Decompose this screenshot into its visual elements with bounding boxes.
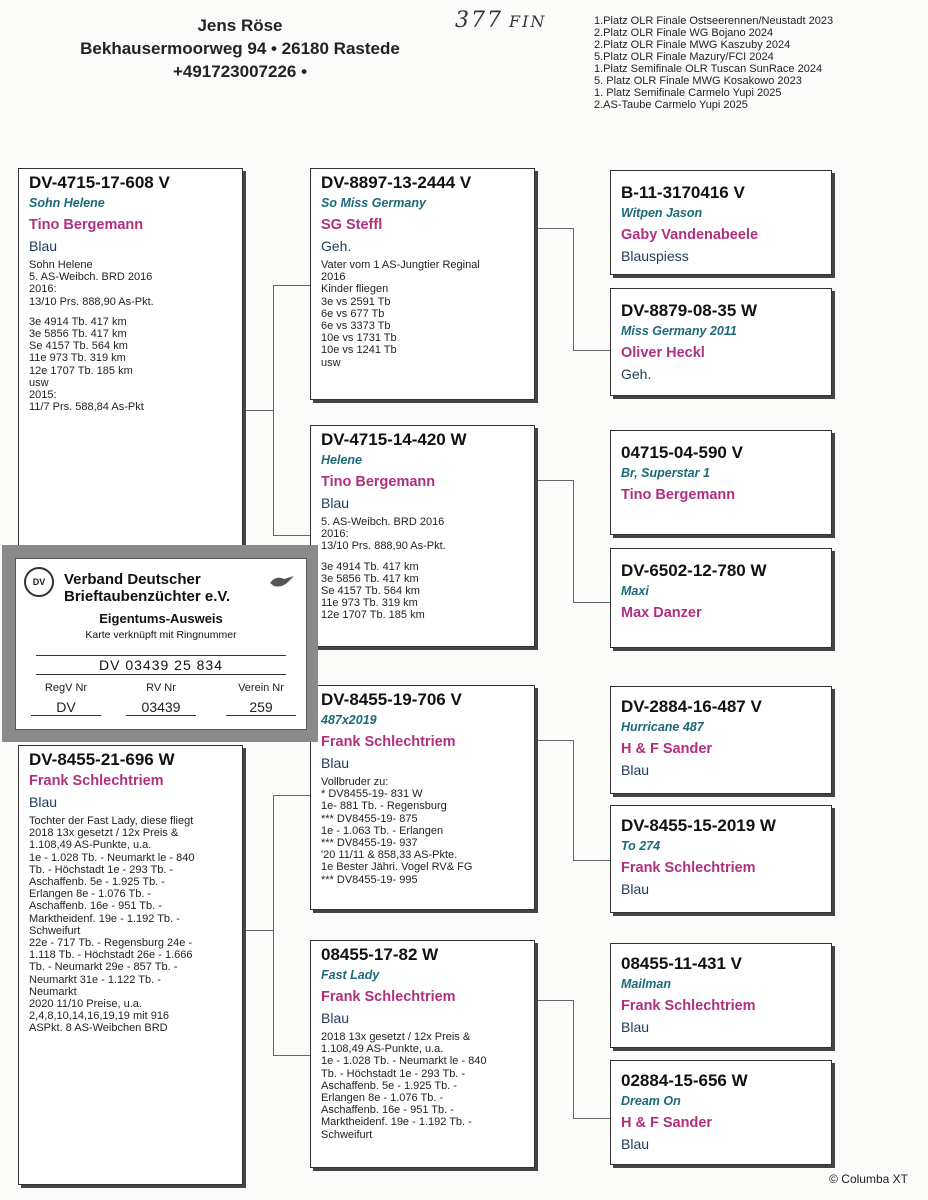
- connector-line: [535, 740, 573, 741]
- note-line: *** DV8455-19- 937: [321, 837, 418, 850]
- note-line: Tb. - Neumarkt 29e - 857 Tb. -: [29, 961, 178, 974]
- pigeon-name: Hurricane 487: [621, 720, 704, 734]
- note-line: Se 4157 Tb. 564 km: [29, 340, 128, 353]
- achievement-item: 1.Platz OLR Finale Ostseerennen/Neustadt 2023: [594, 15, 834, 27]
- pigeon-name: Dream On: [621, 1094, 681, 1108]
- ring-number: DV-8897-13-2444 V: [321, 173, 472, 192]
- connector-line: [273, 285, 274, 535]
- pigeon-name: Witpen Jason: [621, 206, 703, 220]
- achievement-item: 2.AS-Taube Carmelo Yupi 2025: [594, 99, 748, 111]
- breeder-name: Frank Schlechtriem: [621, 860, 756, 876]
- handwritten-note: [455, 8, 546, 33]
- connector-line: [573, 1000, 574, 1118]
- pigeon-card-sire-sire: [310, 168, 535, 400]
- pigeon-color: Blau: [321, 755, 350, 771]
- pigeon-color: Blau: [29, 238, 58, 254]
- performance-notes: [29, 815, 234, 1035]
- performance-notes: [29, 259, 234, 413]
- note-line: '20 11/11 & 858,33 AS-Pkte.: [321, 849, 458, 862]
- note-line: Marktheidenf. 19e - 1.192 Tb. -: [321, 1116, 472, 1129]
- vdt-logo-icon: DV: [24, 567, 54, 597]
- note-line: 2018 13x gesetzt / 12x Preis &: [321, 1031, 471, 1043]
- note-line: usw: [29, 376, 49, 389]
- pigeon-name: To 274: [621, 839, 661, 853]
- note-line: 2,4,8,10,14,16,19,19 mit 916: [29, 1010, 170, 1023]
- pigeon-name: 487x2019: [321, 713, 377, 727]
- note-line: 5. AS-Weibch. BRD 2016: [29, 271, 153, 284]
- note-line: Neumarkt: [29, 985, 77, 998]
- note-line: 1e - 1.063 Tb. - Erlangen: [321, 824, 444, 837]
- note-line: *** DV8455-19- 995: [321, 873, 418, 886]
- note-line: 12e 1707 Tb. 185 km: [321, 609, 425, 622]
- pigeon-name: Helene: [321, 453, 362, 467]
- note-line: 11e 973 Tb. 319 km: [29, 352, 126, 365]
- note-line: * DV8455-19- 831 W: [321, 788, 423, 801]
- achievement-item: 2.Platz OLR Finale WG Bojano 2024: [594, 27, 774, 39]
- note-line: 10e vs 1731 Tb: [321, 332, 397, 345]
- breeder-name: Frank Schlechtriem: [321, 989, 456, 1005]
- breeder-name: Tino Bergemann: [321, 474, 436, 490]
- organization-line: Verband Deutscher: [64, 571, 201, 588]
- note-line: 1e- 881 Tb. - Regensburg: [321, 800, 447, 813]
- note-line: 2015:: [29, 389, 57, 402]
- note-line: Sohn Helene: [29, 259, 93, 271]
- note-spacer: [321, 553, 526, 561]
- note-line: 12e 1707 Tb. 185 km: [29, 364, 133, 377]
- breeder-name: Frank Schlechtriem: [29, 773, 164, 789]
- ring-number: DV-4715-14-420 W: [321, 430, 467, 449]
- organization-line: Brieftaubenzüchter e.V.: [64, 588, 231, 605]
- note-line: 2016:: [321, 528, 349, 541]
- note-line: 11e 973 Tb. 319 km: [321, 597, 418, 610]
- id-ring-number: DV 03439 25 834: [36, 655, 286, 675]
- note-line: 3e 4914 Tb. 417 km: [321, 560, 419, 573]
- note-line: Kinder fliegen: [321, 283, 389, 296]
- owner-address: Bekhausermoorweg 94 • 26180 Rastede: [80, 39, 400, 58]
- breeder-name: SG Steffl: [321, 217, 383, 233]
- connector-line: [573, 1118, 610, 1119]
- pigeon-card-gg5: [610, 686, 832, 794]
- pigeon-card-sire: [18, 168, 243, 546]
- note-line: 6e vs 3373 Tb: [321, 320, 391, 333]
- note-line: Aschaffenb. 16e - 951 Tb. -: [321, 1104, 454, 1117]
- connector-line: [573, 480, 574, 602]
- note-line: Schweifurt: [29, 924, 81, 937]
- pigeon-card-gg6: [610, 805, 832, 913]
- connector-line: [273, 795, 274, 1055]
- handwritten-number: 377: [455, 8, 503, 33]
- note-line: 3e 5856 Tb. 417 km: [321, 572, 419, 585]
- note-line: 3e vs 2591 Tb: [321, 295, 391, 308]
- performance-notes: [321, 516, 526, 622]
- copyright-notice: © Columba XT: [829, 1172, 908, 1186]
- rv-value: 03439: [126, 699, 196, 716]
- pigeon-icon: [268, 573, 296, 589]
- connector-line: [243, 410, 273, 411]
- ring-number: 08455-17-82 W: [321, 945, 439, 964]
- note-line: Aschaffenb. 5e - 1.925 Tb. -: [321, 1079, 457, 1092]
- note-spacer: [29, 308, 234, 316]
- note-line: 1.108,49 AS-Punkte, u.a.: [321, 1043, 444, 1056]
- pigeon-card-gg7: [610, 943, 832, 1048]
- note-line: Aschaffenb. 16e - 951 Tb. -: [29, 900, 162, 913]
- connector-line: [573, 740, 574, 860]
- pigeon-name: Fast Lady: [321, 968, 380, 982]
- connector-line: [273, 535, 311, 536]
- regv-value: DV: [31, 699, 101, 716]
- note-line: 1e - 1.028 Tb. - Neumarkt le - 840: [321, 1055, 487, 1068]
- pigeon-card-dam-sire: [310, 685, 535, 910]
- note-line: Tb. - Höchstadt 1e - 293 Tb. -: [29, 863, 174, 876]
- note-line: Vater vom 1 AS-Jungtier Reginal: [321, 259, 480, 271]
- note-line: 2016:: [29, 283, 57, 296]
- ring-number: DV-6502-12-780 W: [621, 561, 767, 580]
- pigeon-card-dam-dam: [310, 940, 535, 1168]
- id-card-subtitle: Karte verknüpft mit Ringnummer: [85, 629, 237, 641]
- note-line: Tb. - Höchstadt 1e - 293 Tb. -: [321, 1067, 466, 1080]
- regv-label: RegV Nr: [44, 682, 88, 694]
- pigeon-name: Sohn Helene: [29, 196, 105, 210]
- breeder-name: Frank Schlechtriem: [621, 998, 756, 1014]
- ring-number: DV-8455-15-2019 W: [621, 816, 776, 835]
- note-line: 1e - 1.028 Tb. - Neumarkt le - 840: [29, 851, 195, 864]
- note-line: 1.118 Tb. - Höchstadt 26e - 1.666: [29, 949, 193, 962]
- pigeon-color: Blau: [321, 495, 350, 511]
- pigeon-color: Blauspiess: [621, 248, 689, 264]
- verein-value: 259: [226, 699, 296, 716]
- note-line: Marktheidenf. 19e - 1.192 Tb. -: [29, 912, 180, 925]
- connector-line: [535, 228, 573, 229]
- pigeon-color: Blau: [621, 1019, 650, 1035]
- pigeon-name: So Miss Germany: [321, 196, 426, 210]
- pigeon-color: Blau: [321, 1010, 350, 1026]
- note-line: Erlangen 8e - 1.076 Tb. -: [29, 888, 152, 901]
- pigeon-name: Mailman: [621, 977, 672, 991]
- owner-name: Jens Röse: [197, 16, 283, 35]
- note-line: 5. AS-Weibch. BRD 2016: [321, 516, 445, 528]
- owner-phone: +491723007226 •: [172, 62, 308, 81]
- note-line: 13/10 Prs. 888,90 As-Pkt.: [29, 295, 154, 308]
- ownership-id-card: [2, 545, 318, 742]
- note-line: Erlangen 8e - 1.076 Tb. -: [321, 1092, 444, 1105]
- ring-number: 04715-04-590 V: [621, 443, 743, 462]
- pigeon-color: Geh.: [621, 366, 652, 382]
- note-line: 2020 11/10 Preise, u.a.: [29, 998, 142, 1011]
- note-line: Se 4157 Tb. 564 km: [321, 585, 420, 598]
- note-line: 2016: [321, 271, 346, 284]
- connector-line: [243, 930, 273, 931]
- ring-number: 08455-11-431 V: [621, 954, 742, 973]
- breeder-name: Frank Schlechtriem: [321, 734, 456, 750]
- owner-header: [40, 14, 440, 83]
- connector-line: [573, 602, 610, 603]
- pigeon-card-gg1: [610, 170, 832, 275]
- performance-notes: [321, 1031, 526, 1141]
- connector-line: [273, 285, 311, 286]
- note-line: Aschaffenb. 5e - 1.925 Tb. -: [29, 876, 165, 889]
- achievement-item: 5.Platz OLR Finale Mazury/FCI 2024: [594, 51, 774, 63]
- pigeon-name: Br, Superstar 1: [621, 466, 710, 480]
- organization-name: [64, 571, 230, 605]
- rv-label: RV Nr: [146, 682, 176, 694]
- pigeon-color: Geh.: [321, 238, 352, 254]
- connector-line: [273, 795, 311, 796]
- note-line: 3e 5856 Tb. 417 km: [29, 328, 127, 341]
- connector-line: [573, 228, 574, 350]
- ring-number: DV-8879-08-35 W: [621, 301, 758, 320]
- pigeon-name: Miss Germany 2011: [621, 324, 737, 338]
- connector-line: [573, 860, 610, 861]
- performance-notes: [321, 259, 526, 369]
- note-line: 1e Bester Jähri. Vogel RV& FG: [321, 861, 473, 874]
- id-card-title: Eigentums-Ausweis: [99, 611, 223, 626]
- verein-label: Verein Nr: [238, 682, 284, 694]
- performance-notes: [321, 776, 526, 886]
- note-line: 22e - 717 Tb. - Regensburg 24e -: [29, 937, 193, 950]
- connector-line: [535, 480, 573, 481]
- achievements-list: [594, 15, 894, 111]
- breeder-name: H & F Sander: [621, 741, 713, 757]
- pigeon-color: Blau: [29, 794, 58, 810]
- breeder-name: H & F Sander: [621, 1115, 713, 1131]
- note-line: Neumarkt 31e - 1.122 Tb. -: [29, 973, 161, 986]
- achievement-item: 2.Platz OLR Finale MWG Kaszuby 2024: [594, 39, 791, 51]
- pigeon-color: Blau: [621, 1136, 650, 1152]
- ring-number: DV-8455-21-696 W: [29, 750, 175, 769]
- note-line: 3e 4914 Tb. 417 km: [29, 315, 127, 328]
- note-line: Vollbruder zu:: [321, 776, 389, 788]
- handwritten-suffix: FIN: [509, 12, 547, 31]
- note-line: Tochter der Fast Lady, diese fliegt: [29, 815, 194, 827]
- note-line: *** DV8455-19- 875: [321, 812, 418, 825]
- pigeon-card-sire-dam: [310, 425, 535, 647]
- pigeon-card-gg4: [610, 548, 832, 648]
- note-line: Schweifurt: [321, 1128, 373, 1141]
- note-line: ASPkt. 8 AS-Weibchen BRD: [29, 1022, 168, 1035]
- note-line: 6e vs 677 Tb: [321, 307, 385, 320]
- pigeon-card-gg3: [610, 430, 832, 535]
- pigeon-color: Blau: [621, 762, 650, 778]
- ring-number: 02884-15-656 W: [621, 1071, 748, 1090]
- note-line: usw: [321, 356, 341, 369]
- achievement-item: 5. Platz OLR Finale MWG Kosakowo 2023: [594, 75, 802, 87]
- note-line: 13/10 Prs. 888,90 As-Pkt.: [321, 540, 446, 553]
- note-line: 10e vs 1241 Tb: [321, 344, 397, 357]
- ring-number: B-11-3170416 V: [621, 183, 745, 202]
- pigeon-card-dam: [18, 745, 243, 1185]
- achievement-item: 1. Platz Semifinale Carmelo Yupi 2025: [594, 87, 782, 99]
- achievement-item: 1.Platz Semifinale OLR Tuscan SunRace 2024: [594, 63, 823, 75]
- pigeon-card-gg8: [610, 1060, 832, 1165]
- note-line: 2018 13x gesetzt / 12x Preis &: [29, 827, 179, 840]
- breeder-name: Tino Bergemann: [621, 487, 736, 503]
- note-line: 1.108,49 AS-Punkte, u.a.: [29, 839, 152, 852]
- id-card-body: [15, 558, 307, 730]
- ring-number: DV-8455-19-706 V: [321, 690, 462, 709]
- breeder-name: Gaby Vandenabeele: [621, 227, 759, 243]
- connector-line: [573, 350, 610, 351]
- ring-number: DV-4715-17-608 V: [29, 173, 170, 192]
- connector-line: [273, 1055, 311, 1056]
- breeder-name: Oliver Heckl: [621, 345, 705, 361]
- ring-number: DV-2884-16-487 V: [621, 697, 762, 716]
- pigeon-card-gg2: [610, 288, 832, 396]
- breeder-name: Tino Bergemann: [29, 217, 144, 233]
- pigeon-color: Blau: [621, 881, 650, 897]
- breeder-name: Max Danzer: [621, 605, 702, 621]
- pigeon-name: Maxi: [621, 584, 649, 598]
- note-line: 11/7 Prs. 588,84 As-Pkt: [29, 401, 144, 414]
- connector-line: [535, 1000, 573, 1001]
